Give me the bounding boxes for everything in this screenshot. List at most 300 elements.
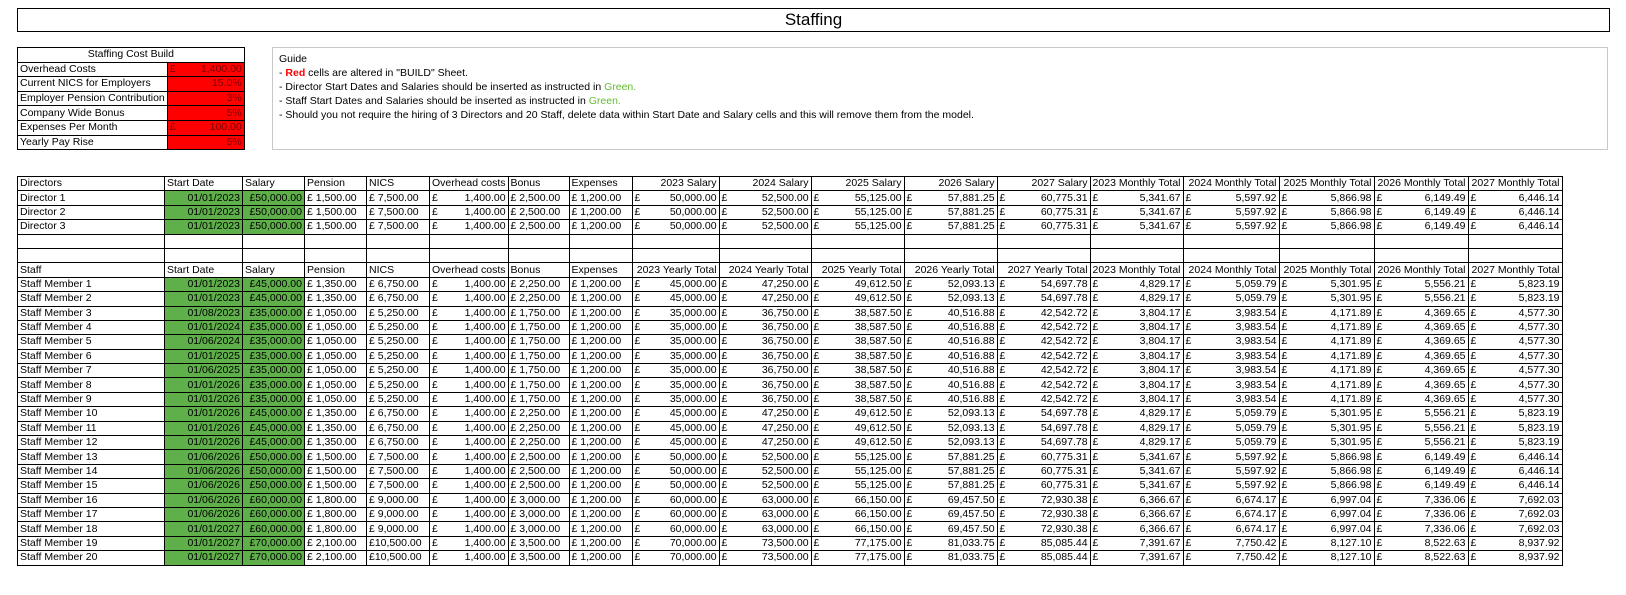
build-row [18,106,245,121]
value-cell: £ 9,000.00 [367,493,430,507]
value-cell: £ 5,866.98 [1279,464,1374,478]
value-cell: £ 1,750.00 [508,378,569,392]
salary-input[interactable]: £35,000.00 [243,364,305,378]
value-cell: £ 35,000.00 [632,392,719,406]
value-cell: £ 52,093.13 [904,436,997,450]
value-cell: £ 73,500.00 [719,536,811,550]
page-title: Staffing [17,8,1610,32]
value-cell: £ 54,697.78 [997,421,1090,435]
column-header: Overhead costs [430,263,509,277]
salary-input[interactable]: £45,000.00 [243,277,305,291]
salary-input[interactable]: £60,000.00 [243,507,305,521]
value-cell: £ 7,500.00 [367,479,430,493]
value-cell: £ 1,500.00 [305,479,367,493]
value-cell: £ 52,500.00 [719,191,811,205]
value-cell: £ 49,612.50 [811,436,904,450]
value-cell: £ 2,500.00 [508,205,569,219]
salary-input[interactable]: £60,000.00 [243,493,305,507]
column-header: NICS [367,263,430,277]
empty-cell [997,248,1090,262]
salary-input[interactable]: £50,000.00 [243,191,305,205]
column-header: 2026 Monthly Total [1374,263,1468,277]
value-cell: £ 7,500.00 [367,450,430,464]
start-date-input[interactable]: 01/08/2023 [165,306,243,320]
value-cell: £ 1,200.00 [569,507,632,521]
value-cell: £ 3,500.00 [508,536,569,550]
value-cell: £ 1,200.00 [569,464,632,478]
value-cell: £ 42,542.72 [997,335,1090,349]
value-cell: £ 1,750.00 [508,320,569,334]
staff-row [18,364,1563,378]
value-cell: £ 60,000.00 [632,507,719,521]
start-date-input[interactable]: 01/06/2024 [165,335,243,349]
value-cell: £ 1,400.00 [430,507,509,521]
guide-line-4: - Should you not require the hiring of 3 Directors and 20 Staff, delete data within Start Date and Salary cells and this will remove them from the model. [279,109,974,121]
empty-cell [18,234,165,248]
build-header: Staffing Cost Build [18,48,245,63]
value-cell: £ 3,983.54 [1183,392,1279,406]
value-cell: £ 35,000.00 [632,378,719,392]
value-cell: £ 42,542.72 [997,349,1090,363]
empty-cell [1279,234,1374,248]
empty-cell [904,234,997,248]
value-cell: £ 1,750.00 [508,349,569,363]
value-cell: £ 60,000.00 [632,493,719,507]
row-label: Staff Member 20 [18,551,165,565]
value-cell: £ 4,369.65 [1374,392,1468,406]
value-cell: £ 7,692.03 [1468,507,1562,521]
value-cell: £ 36,750.00 [719,349,811,363]
value-cell: £ 55,125.00 [811,220,904,234]
value-cell: £ 7,336.06 [1374,507,1468,521]
salary-input[interactable]: £50,000.00 [243,205,305,219]
build-row [18,62,245,77]
staff-row [18,392,1563,406]
value-cell: £ 1,400.00 [430,392,509,406]
build-value-cell[interactable]: 15.0% [167,77,244,92]
column-header: 2024 Monthly Total [1183,263,1279,277]
value-cell: £ 57,881.25 [904,464,997,478]
value-cell: £ 73,500.00 [719,551,811,565]
guide-title: Guide [279,53,308,65]
value-cell: £ 1,400.00 [430,421,509,435]
value-cell: £ 5,059.79 [1183,277,1279,291]
value-cell: £ 4,369.65 [1374,335,1468,349]
value-cell: £ 8,522.63 [1374,536,1468,550]
value-cell: £ 1,200.00 [569,493,632,507]
value-cell: £ 36,750.00 [719,392,811,406]
value-cell: £ 5,556.21 [1374,421,1468,435]
value-cell: £ 5,059.79 [1183,421,1279,435]
row-label: Staff Member 1 [18,277,165,291]
value-cell: £ 5,250.00 [367,378,430,392]
value-cell: £ 38,587.50 [811,306,904,320]
column-header: 2027 Salary [997,177,1090,191]
value-cell: £ 4,369.65 [1374,320,1468,334]
value-cell: £ 55,125.00 [811,191,904,205]
value-cell: £ 1,200.00 [569,335,632,349]
value-cell: £ 57,881.25 [904,220,997,234]
column-header: 2026 Monthly Total [1374,177,1468,191]
value-cell: £ 55,125.00 [811,450,904,464]
staff-row [18,507,1563,521]
value-cell: £ 60,775.31 [997,450,1090,464]
build-value-cell[interactable]: 5% [167,106,244,121]
value-cell: £ 4,369.65 [1374,378,1468,392]
value-cell: £ 5,597.92 [1183,464,1279,478]
start-date-input[interactable]: 01/06/2026 [165,464,243,478]
empty-cell [1468,248,1562,262]
value-cell: £ 47,250.00 [719,277,811,291]
start-date-input[interactable]: 01/01/2023 [165,220,243,234]
value-cell: £ 50,000.00 [632,450,719,464]
value-cell: £ 4,171.89 [1279,392,1374,406]
value-cell: £ 66,150.00 [811,507,904,521]
salary-input[interactable]: £35,000.00 [243,378,305,392]
value-cell: £ 1,200.00 [569,407,632,421]
value-cell: £ 4,829.17 [1090,292,1183,306]
value-cell: £ 40,516.88 [904,392,997,406]
value-cell: £ 6,366.67 [1090,493,1183,507]
directors-header-row [18,177,1563,191]
value-cell: £ 60,775.31 [997,464,1090,478]
build-value-cell[interactable]: 3% [167,91,244,106]
spacer-row [18,248,1563,262]
value-cell: £ 1,200.00 [569,479,632,493]
build-label: Expenses Per Month [18,120,168,135]
value-cell: £ 1,400.00 [430,306,509,320]
value-cell: £ 7,500.00 [367,191,430,205]
staff-row [18,464,1563,478]
value-cell: £ 1,350.00 [305,421,367,435]
value-cell: £ 6,149.49 [1374,479,1468,493]
value-cell: £ 49,612.50 [811,407,904,421]
value-cell: £ 81,033.75 [904,536,997,550]
value-cell: £ 1,050.00 [305,320,367,334]
value-cell: £ 3,983.54 [1183,335,1279,349]
salary-input[interactable]: £45,000.00 [243,421,305,435]
value-cell: £ 50,000.00 [632,205,719,219]
value-cell: £ 70,000.00 [632,551,719,565]
value-cell: £ 36,750.00 [719,364,811,378]
value-cell: £ 47,250.00 [719,407,811,421]
empty-cell [719,248,811,262]
row-label: Staff Member 19 [18,536,165,550]
value-cell: £ 36,750.00 [719,306,811,320]
empty-cell [243,248,305,262]
value-cell: £ 35,000.00 [632,364,719,378]
empty-cell [1090,248,1183,262]
value-cell: £ 50,000.00 [632,464,719,478]
salary-input[interactable]: £45,000.00 [243,292,305,306]
salary-input[interactable]: £70,000.00 [243,551,305,565]
build-row [18,120,245,135]
start-date-input[interactable]: 01/01/2023 [165,205,243,219]
value-cell: £ 1,400.00 [430,436,509,450]
value-cell: £ 38,587.50 [811,392,904,406]
value-cell: £ 47,250.00 [719,421,811,435]
value-cell: £ 2,500.00 [508,479,569,493]
value-cell: £ 7,750.42 [1183,536,1279,550]
column-header: Overhead costs [430,177,509,191]
value-cell: £ 35,000.00 [632,349,719,363]
value-cell: £ 6,674.17 [1183,507,1279,521]
guide-line-1: - Red cells are altered in "BUILD" Sheet. [279,67,468,79]
value-cell: £ 52,093.13 [904,421,997,435]
value-cell: £ 57,881.25 [904,205,997,219]
value-cell: £ 1,400.00 [430,551,509,565]
start-date-input[interactable]: 01/06/2025 [165,364,243,378]
value-cell: £ 6,750.00 [367,292,430,306]
build-row [18,77,245,92]
start-date-input[interactable]: 01/01/2027 [165,536,243,550]
value-cell: £ 38,587.50 [811,364,904,378]
build-value-cell[interactable]: 5% [167,135,244,150]
value-cell: £ 69,457.50 [904,493,997,507]
value-cell: £ 2,500.00 [508,191,569,205]
value-cell: £ 2,100.00 [305,551,367,565]
value-cell: £ 55,125.00 [811,205,904,219]
salary-input[interactable]: £35,000.00 [243,392,305,406]
value-cell: £ 1,050.00 [305,364,367,378]
start-date-input[interactable]: 01/01/2023 [165,292,243,306]
value-cell: £ 40,516.88 [904,306,997,320]
value-cell: £ 1,400.00 [430,220,509,234]
value-cell: £ 6,750.00 [367,421,430,435]
empty-cell [811,234,904,248]
value-cell: £ 60,775.31 [997,479,1090,493]
value-cell: £ 5,823.19 [1468,421,1562,435]
value-cell: £ 9,000.00 [367,507,430,521]
start-date-input[interactable]: 01/01/2024 [165,320,243,334]
salary-input[interactable]: £70,000.00 [243,536,305,550]
value-cell: £ 35,000.00 [632,306,719,320]
start-date-input[interactable]: 01/01/2023 [165,191,243,205]
value-cell: £ 2,500.00 [508,464,569,478]
spacer-row [18,234,1563,248]
value-cell: £ 1,350.00 [305,292,367,306]
value-cell: £ 2,500.00 [508,220,569,234]
empty-cell [305,248,367,262]
value-cell: £ 1,400.00 [430,191,509,205]
value-cell: £ 5,059.79 [1183,292,1279,306]
salary-input[interactable]: £35,000.00 [243,320,305,334]
staff-row [18,421,1563,435]
salary-input[interactable]: £50,000.00 [243,450,305,464]
value-cell: £ 52,500.00 [719,464,811,478]
empty-cell [367,248,430,262]
start-date-input[interactable]: 01/01/2027 [165,551,243,565]
column-header: 2023 Monthly Total [1090,177,1183,191]
value-cell: £10,500.00 [367,536,430,550]
value-cell: £ 2,250.00 [508,421,569,435]
build-label: Employer Pension Contribution [18,91,168,106]
value-cell: £ 50,000.00 [632,220,719,234]
value-cell: £10,500.00 [367,551,430,565]
start-date-input[interactable]: 01/01/2026 [165,421,243,435]
column-header: Expenses [569,263,632,277]
start-date-input[interactable]: 01/06/2026 [165,493,243,507]
value-cell: £ 60,000.00 [632,522,719,536]
value-cell: £ 5,823.19 [1468,407,1562,421]
salary-input[interactable]: £35,000.00 [243,306,305,320]
value-cell: £ 8,937.92 [1468,536,1562,550]
value-cell: £ 5,597.92 [1183,191,1279,205]
empty-cell [1374,234,1468,248]
value-cell: £ 1,400.00 [430,378,509,392]
column-header: 2024 Monthly Total [1183,177,1279,191]
start-date-input[interactable]: 01/01/2026 [165,436,243,450]
value-cell: £ 1,050.00 [305,349,367,363]
value-cell: £ 4,171.89 [1279,378,1374,392]
empty-cell [569,234,632,248]
value-cell: £ 60,775.31 [997,220,1090,234]
value-cell: £ 60,775.31 [997,191,1090,205]
column-header: 2024 Yearly Total [719,263,811,277]
value-cell: £ 72,930.38 [997,522,1090,536]
value-cell: £ 4,577.30 [1468,364,1562,378]
value-cell: £ 4,577.30 [1468,349,1562,363]
value-cell: £ 6,750.00 [367,436,430,450]
value-cell: £ 70,000.00 [632,536,719,550]
value-cell: £ 4,829.17 [1090,407,1183,421]
row-label: Staff Member 14 [18,464,165,478]
empty-cell [1183,248,1279,262]
start-date-input[interactable]: 01/01/2027 [165,522,243,536]
director-row [18,220,1563,234]
salary-input[interactable]: £50,000.00 [243,479,305,493]
value-cell: £ 45,000.00 [632,277,719,291]
staffing-cost-build-table [17,47,245,150]
value-cell: £ 54,697.78 [997,277,1090,291]
value-cell: £ 5,250.00 [367,306,430,320]
value-cell: £ 5,597.92 [1183,450,1279,464]
empty-cell [508,234,569,248]
value-cell: £ 7,500.00 [367,205,430,219]
start-date-input[interactable]: 01/01/2026 [165,407,243,421]
row-label: Staff Member 7 [18,364,165,378]
value-cell: £ 5,556.21 [1374,277,1468,291]
row-label: Staff Member 2 [18,292,165,306]
row-label: Staff Member 9 [18,392,165,406]
staff-row [18,277,1563,291]
value-cell: £ 40,516.88 [904,349,997,363]
value-cell: £ 1,200.00 [569,436,632,450]
value-cell: £ 5,866.98 [1279,220,1374,234]
value-cell: £ 6,446.14 [1468,191,1562,205]
salary-input[interactable]: £50,000.00 [243,220,305,234]
value-cell: £ 72,930.38 [997,507,1090,521]
staff-row [18,378,1563,392]
column-header: Salary [243,263,305,277]
salary-input[interactable]: £45,000.00 [243,436,305,450]
salary-input[interactable]: £60,000.00 [243,522,305,536]
build-value-cell[interactable]: £ 1,400.00 [167,62,244,77]
staff-row [18,450,1563,464]
column-header: 2023 Monthly Total [1090,263,1183,277]
empty-cell [904,248,997,262]
salary-input[interactable]: £50,000.00 [243,464,305,478]
start-date-input[interactable]: 01/01/2026 [165,392,243,406]
empty-cell [719,234,811,248]
start-date-input[interactable]: 01/01/2023 [165,277,243,291]
value-cell: £ 1,200.00 [569,450,632,464]
column-header: Pension [305,177,367,191]
staff-row [18,407,1563,421]
value-cell: £ 35,000.00 [632,335,719,349]
start-date-input[interactable]: 01/01/2026 [165,378,243,392]
value-cell: £ 45,000.00 [632,292,719,306]
staff-row [18,551,1563,565]
value-cell: £ 52,500.00 [719,220,811,234]
value-cell: £ 6,366.67 [1090,507,1183,521]
start-date-input[interactable]: 01/06/2026 [165,507,243,521]
build-label: Current NICS for Employers [18,77,168,92]
value-cell: £ 1,200.00 [569,320,632,334]
value-cell: £ 5,597.92 [1183,205,1279,219]
value-cell: £ 69,457.50 [904,522,997,536]
value-cell: £ 47,250.00 [719,292,811,306]
value-cell: £ 7,391.67 [1090,551,1183,565]
column-header: 2027 Monthly Total [1468,177,1562,191]
value-cell: £ 5,250.00 [367,335,430,349]
start-date-input[interactable]: 01/01/2025 [165,349,243,363]
row-label: Staff Member 12 [18,436,165,450]
value-cell: £ 1,350.00 [305,277,367,291]
start-date-input[interactable]: 01/06/2026 [165,450,243,464]
salary-input[interactable]: £45,000.00 [243,407,305,421]
staff-row [18,349,1563,363]
value-cell: £ 3,983.54 [1183,378,1279,392]
column-header: 2025 Monthly Total [1279,177,1374,191]
salary-input[interactable]: £35,000.00 [243,335,305,349]
value-cell: £ 7,692.03 [1468,493,1562,507]
value-cell: £ 3,804.17 [1090,364,1183,378]
column-header: 2024 Salary [719,177,811,191]
value-cell: £ 4,829.17 [1090,436,1183,450]
value-cell: £ 45,000.00 [632,407,719,421]
column-header: Bonus [508,177,569,191]
empty-cell [811,248,904,262]
value-cell: £ 7,336.06 [1374,493,1468,507]
empty-cell [1374,248,1468,262]
empty-cell [305,234,367,248]
build-row [18,135,245,150]
row-label: Staff Member 17 [18,507,165,521]
build-value-cell[interactable]: £ 100.00 [167,120,244,135]
value-cell: £ 5,301.95 [1279,292,1374,306]
value-cell: £ 5,823.19 [1468,292,1562,306]
value-cell: £ 6,149.49 [1374,464,1468,478]
row-label: Staff Member 10 [18,407,165,421]
value-cell: £ 5,059.79 [1183,436,1279,450]
value-cell: £ 4,577.30 [1468,306,1562,320]
value-cell: £ 2,250.00 [508,436,569,450]
start-date-input[interactable]: 01/06/2026 [165,479,243,493]
column-header: 2025 Monthly Total [1279,263,1374,277]
salary-input[interactable]: £35,000.00 [243,349,305,363]
staff-row [18,320,1563,334]
value-cell: £ 1,200.00 [569,522,632,536]
value-cell: £ 5,823.19 [1468,436,1562,450]
value-cell: £ 1,400.00 [430,407,509,421]
value-cell: £ 1,800.00 [305,522,367,536]
value-cell: £ 6,674.17 [1183,493,1279,507]
value-cell: £ 38,587.50 [811,335,904,349]
value-cell: £ 60,775.31 [997,205,1090,219]
row-label: Director 2 [18,205,165,219]
value-cell: £ 4,577.30 [1468,392,1562,406]
